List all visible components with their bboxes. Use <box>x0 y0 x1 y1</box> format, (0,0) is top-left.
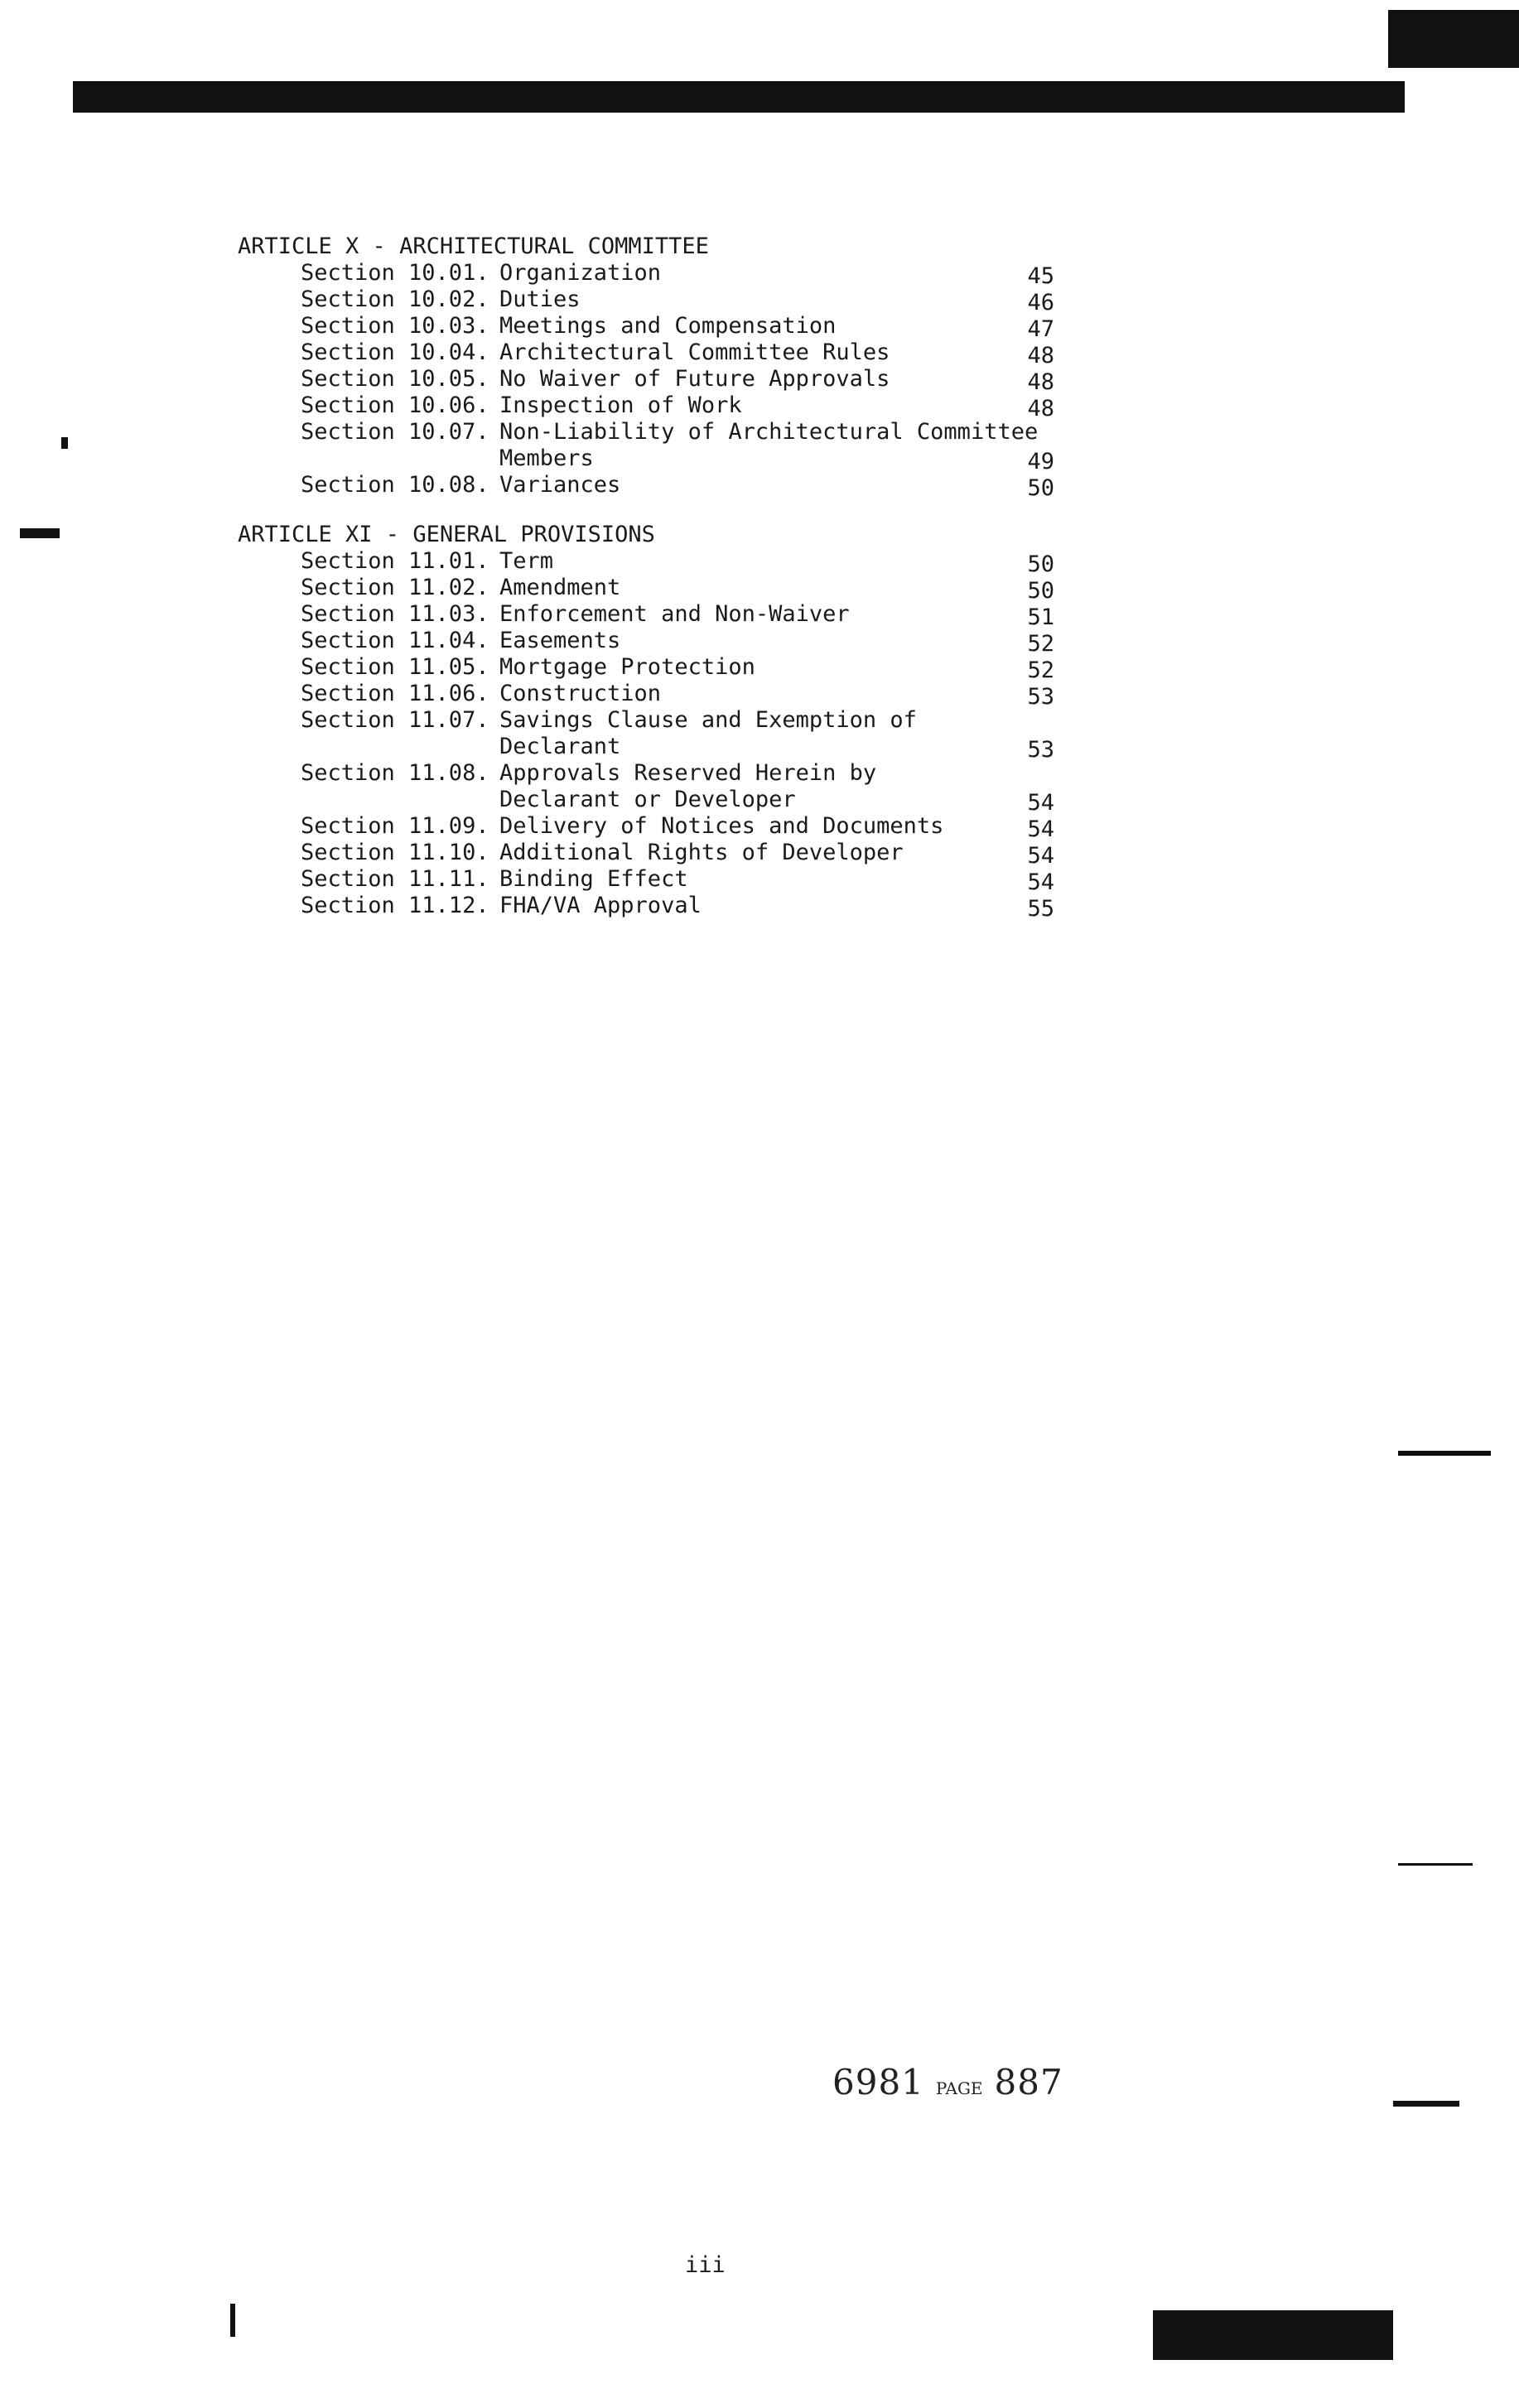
section-title <box>499 393 742 419</box>
section-title <box>499 866 688 893</box>
article-heading: ARTICLE XI - GENERAL PROVISIONS <box>238 522 655 547</box>
page-number: iii <box>685 2252 726 2278</box>
section-label: Section 11.03. <box>301 601 489 627</box>
section-title <box>499 681 661 707</box>
top-black-bar <box>73 81 1405 113</box>
section-page-number: 47 <box>1027 316 1054 342</box>
section-title <box>499 287 581 313</box>
section-title-line: Additional Rights of Developer <box>499 840 904 865</box>
section-title-line: No Waiver of Future Approvals <box>499 366 890 392</box>
section-label: Section 11.12. <box>301 893 489 918</box>
section-title <box>499 472 620 498</box>
left-edge-dot <box>61 437 68 449</box>
bottom-left-mark <box>230 2304 235 2337</box>
toc-entry <box>301 366 1054 393</box>
toc-entry <box>301 393 1054 419</box>
toc-entry <box>301 472 1054 501</box>
section-title <box>499 840 904 866</box>
section-label: Section 10.03. <box>301 313 489 339</box>
section-title-line: Architectural Committee Rules <box>499 340 890 365</box>
section-title-line: Duties <box>499 287 581 312</box>
right-edge-line-1 <box>1398 1451 1491 1456</box>
section-page-number: 54 <box>1027 790 1054 816</box>
section-label: Section 10.04. <box>301 340 489 365</box>
toc-entry <box>301 654 1054 681</box>
bottom-right-black-block <box>1153 2310 1393 2360</box>
toc-entry <box>301 548 1054 575</box>
section-page-number: 50 <box>1027 475 1054 501</box>
section-title-line: Variances <box>499 472 621 498</box>
section-page-number: 48 <box>1027 343 1054 368</box>
section-title <box>499 313 836 340</box>
section-label: Section 10.05. <box>301 366 489 392</box>
section-title-line: Approvals Reserved Herein by <box>499 760 877 786</box>
right-edge-line-2 <box>1398 1863 1473 1866</box>
stamp-page-number: 887 <box>994 2062 1063 2102</box>
section-page-number: 55 <box>1027 896 1054 922</box>
section-title-line: Binding Effect <box>499 866 688 892</box>
section-page-number: 51 <box>1027 604 1054 630</box>
toc-entry <box>301 340 1054 366</box>
section-page-number: 50 <box>1027 551 1054 577</box>
section-label: Section 11.08. <box>301 760 489 786</box>
section-title <box>499 707 917 760</box>
section-label: Section 11.09. <box>301 813 489 839</box>
toc-entry <box>301 313 1054 340</box>
book-number: 6981 <box>832 2062 924 2102</box>
section-title-line: Mortgage Protection <box>499 654 755 680</box>
section-title <box>499 419 1038 472</box>
section-title-line: FHA/VA Approval <box>499 893 702 918</box>
section-label: Section 11.07. <box>301 707 489 733</box>
section-title-line: Delivery of Notices and Documents <box>499 813 944 839</box>
section-label: Section 11.05. <box>301 654 489 680</box>
section-title-line: Meetings and Compensation <box>499 313 837 339</box>
section-title-line: Amendment <box>499 575 621 600</box>
section-label: Section 11.10. <box>301 840 489 865</box>
page-word: PAGE <box>935 2078 983 2098</box>
section-page-number: 46 <box>1027 290 1054 315</box>
section-title-line: Construction <box>499 681 662 706</box>
toc-entry <box>301 707 1054 763</box>
top-right-black-corner <box>1388 10 1519 68</box>
section-page-number: 52 <box>1027 657 1054 683</box>
section-title-line: Organization <box>499 260 662 286</box>
right-edge-line-3 <box>1393 2101 1459 2107</box>
section-label: Section 10.01. <box>301 260 489 286</box>
article-heading: ARTICLE X - ARCHITECTURAL COMMITTEE <box>238 234 709 259</box>
section-page-number: 54 <box>1027 816 1054 842</box>
section-page-number: 53 <box>1027 684 1054 710</box>
section-title <box>499 548 553 575</box>
section-label: Section 10.08. <box>301 472 489 498</box>
toc-entry <box>301 893 1054 922</box>
toc-entry <box>301 287 1054 313</box>
section-title <box>499 340 890 366</box>
section-page-number: 53 <box>1027 737 1054 763</box>
section-page-number: 45 <box>1027 263 1054 289</box>
section-page-number: 48 <box>1027 369 1054 395</box>
section-page-number: 49 <box>1027 449 1054 474</box>
section-title <box>499 893 702 919</box>
toc-entry <box>301 628 1054 657</box>
section-label: Section 11.02. <box>301 575 489 600</box>
toc-entry <box>301 760 1054 816</box>
section-page-number: 48 <box>1027 396 1054 421</box>
section-label: Section 10.02. <box>301 287 489 312</box>
section-title-line: Members <box>499 445 594 471</box>
section-title-line: Non-Liability of Architectural Committee <box>499 419 1039 445</box>
toc-entry <box>301 575 1054 604</box>
section-title-line: Term <box>499 548 554 574</box>
section-page-number: 52 <box>1027 631 1054 657</box>
section-title-line: Easements <box>499 628 621 653</box>
toc-entry <box>301 840 1054 869</box>
toc-entry <box>301 260 1054 287</box>
section-page-number: 54 <box>1027 869 1054 895</box>
section-title-line: Declarant or Developer <box>499 787 796 812</box>
section-title <box>499 366 890 393</box>
toc-entry <box>301 813 1054 840</box>
toc-entry <box>301 866 1054 893</box>
section-title-line: Enforcement and Non-Waiver <box>499 601 850 627</box>
section-label: Section 11.01. <box>301 548 489 574</box>
section-label: Section 10.07. <box>301 419 489 445</box>
toc-entry <box>301 419 1054 474</box>
section-title <box>499 760 876 813</box>
section-label: Section 11.11. <box>301 866 489 892</box>
section-title <box>499 813 943 840</box>
section-title-line: Declarant <box>499 734 621 759</box>
section-title <box>499 628 620 654</box>
section-label: Section 10.06. <box>301 393 489 418</box>
section-title-line: Savings Clause and Exemption of <box>499 707 917 733</box>
section-title <box>499 601 850 628</box>
toc-entry <box>301 601 1054 628</box>
left-edge-mark <box>20 528 60 538</box>
section-label: Section 11.04. <box>301 628 489 653</box>
section-title <box>499 575 620 601</box>
section-title <box>499 260 661 287</box>
toc-entry <box>301 681 1054 710</box>
book-page-stamp <box>832 2062 1063 2102</box>
section-page-number: 50 <box>1027 578 1054 604</box>
section-title-line: Inspection of Work <box>499 393 742 418</box>
section-title <box>499 654 755 681</box>
section-label: Section 11.06. <box>301 681 489 706</box>
section-page-number: 54 <box>1027 843 1054 869</box>
